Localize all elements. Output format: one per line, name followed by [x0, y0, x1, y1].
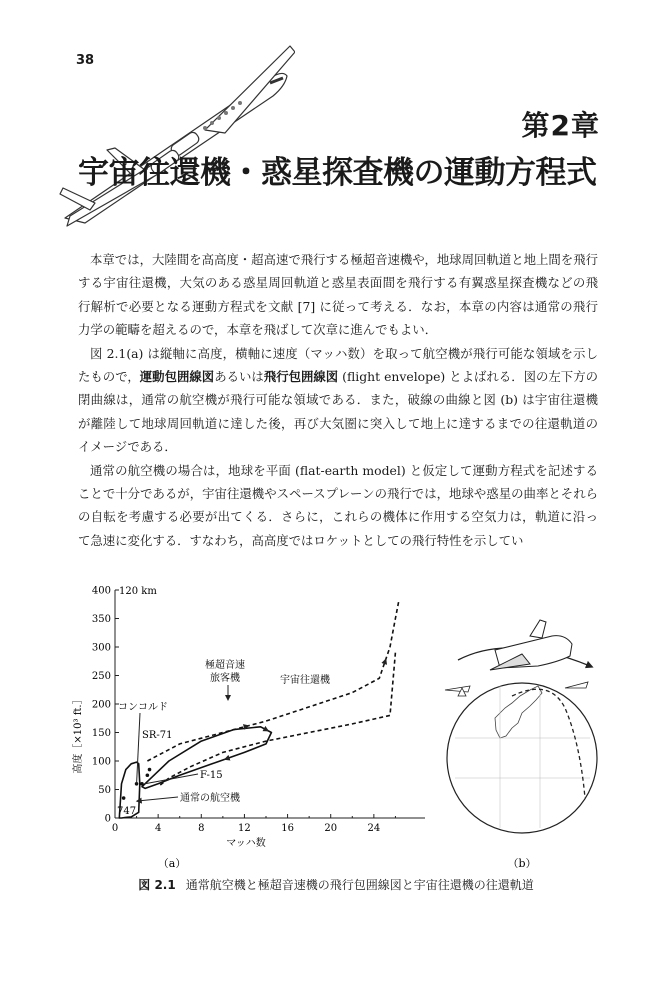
x-tick-label: 20	[324, 823, 338, 834]
y-tick-label: 200	[91, 699, 111, 711]
top-annotation: 120 km	[119, 586, 157, 597]
figure-caption	[0, 876, 672, 893]
x-tick-label: 24	[367, 823, 381, 834]
reentry-path	[512, 689, 585, 798]
earth-globe	[447, 683, 597, 833]
label-hypersonic-2: 旅客機	[210, 673, 240, 684]
x-tick-label: 16	[281, 823, 294, 834]
series-3	[158, 653, 395, 787]
body-text	[78, 248, 598, 552]
label-shuttle: 宇宙往還機	[280, 675, 330, 686]
normal-pointer	[139, 797, 178, 801]
label-747: 747	[117, 806, 137, 817]
point-SR-71b	[146, 773, 150, 777]
y-tick-label: 350	[91, 614, 111, 625]
panel-a-label: （a）	[157, 857, 187, 868]
shuttle-orbit-illustration	[445, 620, 597, 833]
x-tick-label: 8	[198, 823, 205, 834]
y-axis-label: 高度［×10³ ft.］	[73, 694, 84, 774]
y-tick-label: 300	[91, 642, 111, 654]
term-envelope: 運動包囲線図	[139, 369, 215, 385]
series-2	[147, 601, 398, 761]
label-f15: F-15	[200, 770, 223, 781]
panel-b-label: （b）	[507, 857, 537, 868]
airliner-illustration	[55, 38, 295, 228]
shuttle-icon	[490, 620, 572, 670]
point-SR-71	[148, 768, 152, 772]
x-tick-label: 0	[111, 823, 119, 834]
label-concorde: コンコルド	[118, 702, 168, 713]
caption-text: 通常航空機と極超音速機の飛行包囲線図と宇宙往還機の往還軌道	[185, 878, 534, 892]
y-tick-label: 50	[98, 785, 111, 796]
x-tick-label: 4	[154, 823, 162, 834]
japan-outline	[495, 686, 542, 738]
label-sr71: SR-71	[142, 730, 173, 741]
label-hypersonic-1: 極超音速	[205, 660, 245, 671]
flight-envelope-chart	[71, 586, 425, 850]
small-planes	[445, 682, 588, 696]
term-flight-envelope: 飛行包囲線図	[263, 369, 339, 385]
y-tick-label: 150	[91, 728, 111, 739]
y-tick-label: 400	[91, 585, 111, 597]
paragraph-2: 図 2.1(a) は縦軸に高度，横軸に速度（マッハ数）を取って航空機が飛行可能な領域を示したもので，運動包囲線図あるいは飛行包囲線図 (flight envelope) とよばれる．図の左下方の閉曲線は，通常の航空機が飛行可能な領域である．また，破線の曲線と図 (b) は宇宙往還機が離陸して地球周回軌道に達した後，再び大気圏に突入して地上に達するまでの往還軌道のイメージである．	[78, 345, 599, 455]
figure-2-1	[60, 578, 620, 868]
caption-label: 図 2.1	[138, 878, 176, 892]
series-arrow	[227, 758, 229, 759]
series-arrow	[244, 726, 246, 727]
x-tick-label: 12	[238, 823, 251, 834]
series-arrow	[385, 661, 386, 663]
paragraph-1: 本章では，大陸間を高高度・超高速で飛行する極超音速機や，地球周回軌道と地上間を飛行する宇宙往還機，大気のある惑星周回軌道と惑星表面間を飛行する有翼惑星探査機などの飛行解析で必要となる運動方程式を文献 [7] に従って考える．なお，本章の内容は通常の飛行力学の範疇を超えるので，本章を飛ばして次章に進んでもよい．	[78, 252, 598, 338]
y-tick-label: 250	[91, 671, 111, 682]
y-tick-label: 0	[104, 813, 111, 825]
chapter-title: 宇宙往還機・惑星探査機の運動方程式	[78, 155, 597, 191]
chapter-label: 第2章	[521, 109, 600, 142]
point-747	[122, 796, 126, 800]
label-normal: 通常の航空機	[180, 793, 240, 804]
paragraph-3: 通常の航空機の場合は，地球を平面 (flat-earth model) と仮定して運動方程式を記述することで十分であるが，宇宙往還機やスペースプレーンの飛行では，地球や惑星の曲率とそれらの自転を考慮する必要が出てくる．さらに，これらの機体に作用する空気力は，軌道に沿って急速に変化する．すなわち，高高度ではロケットとしての飛行特性を示してい	[78, 462, 598, 548]
point-F-15	[140, 782, 144, 786]
page-number: 38	[76, 53, 95, 68]
x-axis-label: マッハ数	[226, 838, 266, 849]
y-tick-label: 100	[91, 756, 111, 768]
